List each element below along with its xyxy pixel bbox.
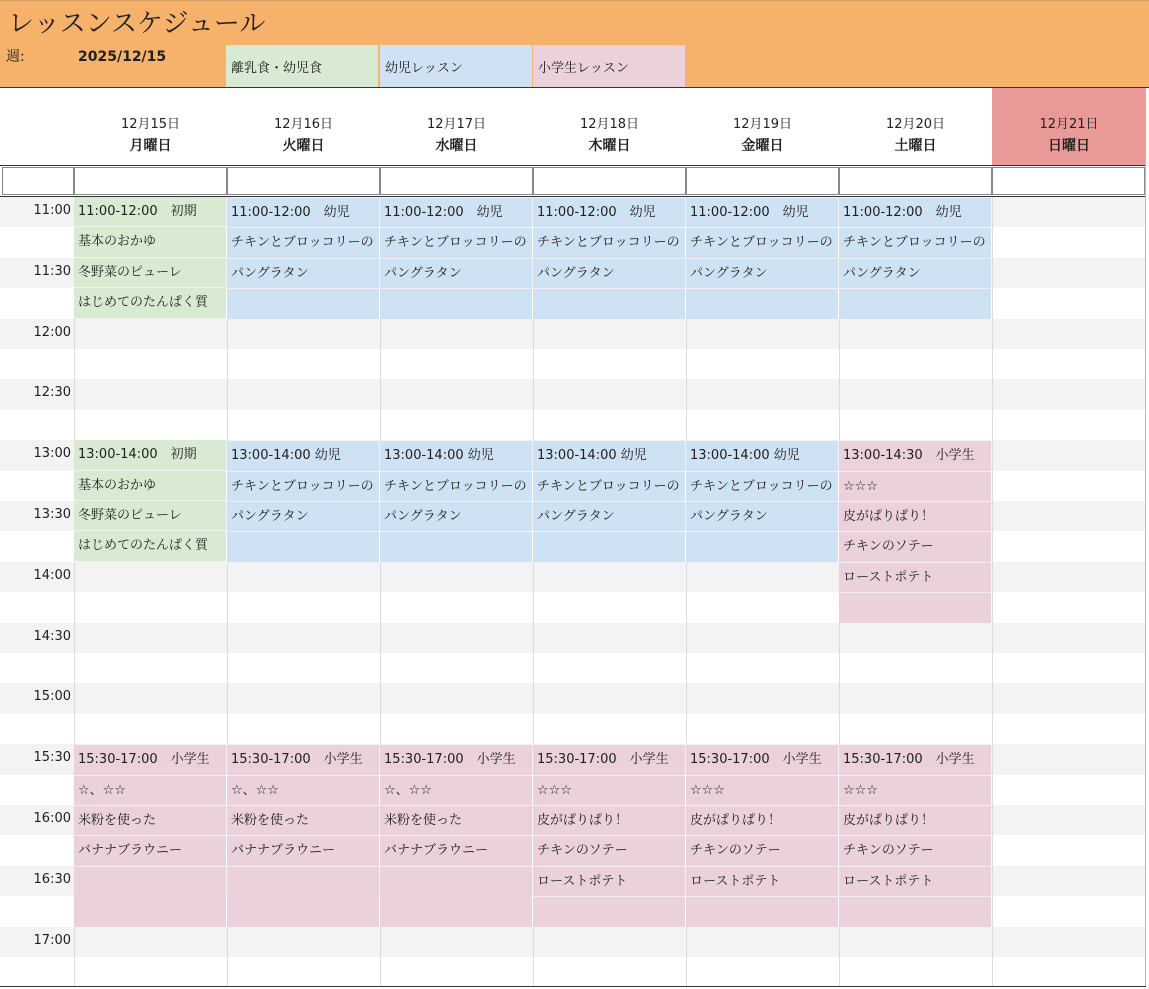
day-date: 12月17日 bbox=[426, 117, 487, 132]
day-date: 12月20日 bbox=[885, 117, 946, 132]
day-of-week: 金曜日 bbox=[741, 138, 784, 154]
lesson-line: パングラタン bbox=[380, 502, 532, 532]
lesson-line: ☆☆☆ bbox=[533, 776, 685, 806]
lesson-line: バナナブラウニー bbox=[74, 836, 226, 866]
lesson-line: 11:00-12:00 幼児 bbox=[380, 198, 532, 228]
spacer-cell[interactable] bbox=[2, 167, 74, 195]
spacer-cell[interactable] bbox=[227, 167, 380, 195]
time-label: 17:00 bbox=[33, 932, 71, 948]
day-of-week: 水曜日 bbox=[435, 138, 478, 154]
lesson-line: はじめてのたんぱく質 bbox=[74, 531, 226, 561]
spacer-cell[interactable] bbox=[533, 167, 686, 195]
day-header-7 bbox=[992, 88, 1146, 165]
spacer-cell[interactable] bbox=[839, 167, 992, 195]
lesson-line: 冬野菜のピューレ bbox=[74, 258, 226, 288]
lesson-line: 米粉を使った bbox=[74, 806, 226, 836]
day-of-week: 月曜日 bbox=[129, 138, 172, 154]
lesson-block-school[interactable] bbox=[839, 441, 991, 622]
legend-school: 小学生レッスン bbox=[533, 45, 685, 87]
lesson-line: 11:00-12:00 初期 bbox=[74, 197, 226, 227]
lesson-line: チキンのソテー bbox=[533, 836, 685, 866]
lesson-line: ☆☆☆ bbox=[686, 776, 838, 806]
lesson-block-weaning[interactable] bbox=[74, 440, 226, 562]
lesson-line: チキンのソテー bbox=[839, 532, 991, 562]
lesson-line: ローストポテト bbox=[533, 867, 685, 897]
lesson-block-toddler[interactable] bbox=[380, 441, 532, 562]
lesson-line: 11:00-12:00 幼児 bbox=[686, 198, 838, 228]
day-date: 12月18日 bbox=[579, 117, 640, 132]
page-title: レッスンスケジュール bbox=[8, 9, 266, 39]
grid-right-border bbox=[1145, 88, 1146, 986]
lesson-line: パングラタン bbox=[533, 259, 685, 289]
lesson-block-toddler[interactable] bbox=[686, 441, 838, 562]
lesson-line: ☆、☆☆ bbox=[227, 776, 379, 806]
lesson-line: 15:30-17:00 小学生 bbox=[227, 745, 379, 775]
lesson-line: パングラタン bbox=[227, 502, 379, 532]
lesson-block-school[interactable] bbox=[686, 745, 838, 926]
day-of-week: 土曜日 bbox=[894, 138, 937, 154]
lesson-line: ローストポテト bbox=[839, 563, 991, 593]
time-label: 11:30 bbox=[33, 263, 71, 279]
lesson-block-toddler[interactable] bbox=[380, 198, 532, 319]
lesson-line: 米粉を使った bbox=[380, 806, 532, 836]
lesson-line: パングラタン bbox=[533, 502, 685, 532]
grid-bottom-border bbox=[0, 986, 1146, 987]
grid-row[interactable] bbox=[0, 623, 1146, 653]
lesson-line: チキンとブロッコリーの bbox=[533, 472, 685, 502]
lesson-block-school[interactable] bbox=[380, 745, 532, 926]
lesson-block-toddler[interactable] bbox=[839, 198, 991, 319]
lesson-line: チキンとブロッコリーの bbox=[686, 472, 838, 502]
day-date: 12月16日 bbox=[273, 117, 334, 132]
lesson-line: パングラタン bbox=[686, 259, 838, 289]
spacer-cell[interactable] bbox=[74, 167, 227, 195]
lesson-line: 13:00-14:30 小学生 bbox=[839, 441, 991, 471]
time-label: 12:30 bbox=[33, 385, 71, 401]
spacer-cell[interactable] bbox=[380, 167, 533, 195]
lesson-line: 11:00-12:00 幼児 bbox=[227, 198, 379, 228]
grid-row[interactable] bbox=[0, 379, 1146, 409]
grid-row[interactable] bbox=[0, 927, 1146, 957]
lesson-line: はじめてのたんぱく質 bbox=[74, 288, 226, 318]
lesson-block-toddler[interactable] bbox=[533, 441, 685, 562]
lesson-line: 15:30-17:00 小学生 bbox=[686, 745, 838, 775]
lesson-block-school[interactable] bbox=[74, 745, 226, 926]
lesson-block-toddler[interactable] bbox=[533, 198, 685, 319]
lesson-line: 11:00-12:00 幼児 bbox=[533, 198, 685, 228]
lesson-line: チキンとブロッコリーの bbox=[227, 472, 379, 502]
time-label: 14:30 bbox=[33, 628, 71, 644]
lesson-block-school[interactable] bbox=[839, 745, 991, 926]
lesson-line: 米粉を使った bbox=[227, 806, 379, 836]
day-date: 12月21日 bbox=[1039, 117, 1099, 132]
time-label: 15:00 bbox=[33, 689, 71, 705]
lesson-line: ☆、☆☆ bbox=[380, 776, 532, 806]
time-label: 14:00 bbox=[33, 567, 71, 583]
lesson-line: 皮がぱりぱり！ bbox=[839, 502, 991, 532]
legend-weaning: 離乳食・幼児食 bbox=[226, 45, 378, 87]
lesson-block-weaning[interactable] bbox=[74, 197, 226, 319]
column-divider bbox=[992, 197, 993, 987]
grid-row[interactable] bbox=[0, 410, 1146, 440]
time-label: 13:30 bbox=[33, 507, 71, 522]
day-header-5 bbox=[686, 88, 839, 165]
lesson-line: 冬野菜のピューレ bbox=[74, 501, 226, 531]
time-label: 12:00 bbox=[33, 324, 71, 340]
lesson-line: 13:00-14:00 幼児 bbox=[227, 441, 379, 471]
day-header-1 bbox=[74, 88, 227, 165]
grid-row[interactable] bbox=[0, 714, 1146, 744]
lesson-line: 15:30-17:00 小学生 bbox=[533, 745, 685, 775]
time-label: 15:30 bbox=[33, 750, 71, 766]
lesson-line: パングラタン bbox=[227, 259, 379, 289]
grid-row[interactable] bbox=[0, 319, 1146, 349]
lesson-line: 13:00-14:00 幼児 bbox=[533, 441, 685, 471]
lesson-block-school[interactable] bbox=[533, 745, 685, 926]
sheet-header bbox=[0, 0, 1149, 88]
week-label: 週: bbox=[6, 49, 25, 65]
lesson-line: 15:30-17:00 小学生 bbox=[839, 745, 991, 775]
grid-row[interactable] bbox=[0, 653, 1146, 683]
lesson-line: 基本のおかゆ bbox=[74, 227, 226, 257]
day-date: 12月19日 bbox=[732, 117, 793, 132]
day-header-4 bbox=[533, 88, 686, 165]
spacer-cell[interactable] bbox=[992, 167, 1145, 195]
day-of-week: 日曜日 bbox=[1048, 138, 1090, 154]
lesson-line: 15:30-17:00 小学生 bbox=[74, 745, 226, 775]
lesson-line: チキンとブロッコリーの bbox=[533, 228, 685, 258]
lesson-line: ☆、☆☆ bbox=[74, 776, 226, 806]
day-date: 12月15日 bbox=[120, 117, 181, 132]
time-label: 11:00 bbox=[33, 203, 71, 218]
lesson-line: バナナブラウニー bbox=[380, 836, 532, 866]
lesson-line: ☆☆☆ bbox=[839, 472, 991, 502]
lesson-line: パングラタン bbox=[839, 259, 991, 289]
lesson-line: 13:00-14:00 初期 bbox=[74, 440, 226, 470]
lesson-line: ローストポテト bbox=[686, 867, 838, 897]
lesson-line: チキンのソテー bbox=[686, 836, 838, 866]
lesson-line: 皮がぱりぱり！ bbox=[686, 806, 838, 836]
lesson-line: パングラタン bbox=[380, 259, 532, 289]
lesson-line: 皮がぱりぱり！ bbox=[839, 806, 991, 836]
lesson-line: 15:30-17:00 小学生 bbox=[380, 745, 532, 775]
day-of-week: 木曜日 bbox=[588, 138, 631, 154]
lesson-line: パングラタン bbox=[686, 502, 838, 532]
grid-row[interactable] bbox=[0, 349, 1146, 379]
time-label: 16:00 bbox=[33, 811, 71, 826]
day-header-2 bbox=[227, 88, 380, 165]
grid-row[interactable] bbox=[0, 957, 1146, 987]
time-label: 16:30 bbox=[33, 871, 71, 887]
lesson-block-school[interactable] bbox=[227, 745, 379, 926]
legend-toddler: 幼児レッスン bbox=[380, 45, 532, 87]
lesson-line: 基本のおかゆ bbox=[74, 471, 226, 501]
day-header-3 bbox=[380, 88, 533, 165]
lesson-line: 13:00-14:00 幼児 bbox=[380, 441, 532, 471]
lesson-line: 11:00-12:00 幼児 bbox=[839, 198, 991, 228]
lesson-block-toddler[interactable] bbox=[227, 198, 379, 319]
lesson-line: バナナブラウニー bbox=[227, 836, 379, 866]
lesson-line: ローストポテト bbox=[839, 867, 991, 897]
lesson-line: チキンとブロッコリーの bbox=[839, 228, 991, 258]
day-of-week: 火曜日 bbox=[282, 138, 325, 154]
lesson-line: チキンとブロッコリーの bbox=[227, 228, 379, 258]
lesson-line: チキンとブロッコリーの bbox=[686, 228, 838, 258]
lesson-line: チキンとブロッコリーの bbox=[380, 228, 532, 258]
grid-row[interactable] bbox=[0, 683, 1146, 713]
week-start-cell[interactable]: 2025/12/15 bbox=[78, 49, 167, 65]
lesson-line: 13:00-14:00 幼児 bbox=[686, 441, 838, 471]
lesson-line: 皮がぱりぱり！ bbox=[533, 806, 685, 836]
lesson-line: ☆☆☆ bbox=[839, 776, 991, 806]
day-header-6 bbox=[839, 88, 992, 165]
lesson-block-toddler[interactable] bbox=[227, 441, 379, 562]
lesson-block-toddler[interactable] bbox=[686, 198, 838, 319]
lesson-line: チキンのソテー bbox=[839, 836, 991, 866]
time-label: 13:00 bbox=[33, 446, 71, 462]
spacer-cell[interactable] bbox=[686, 167, 839, 195]
lesson-line: チキンとブロッコリーの bbox=[380, 472, 532, 502]
